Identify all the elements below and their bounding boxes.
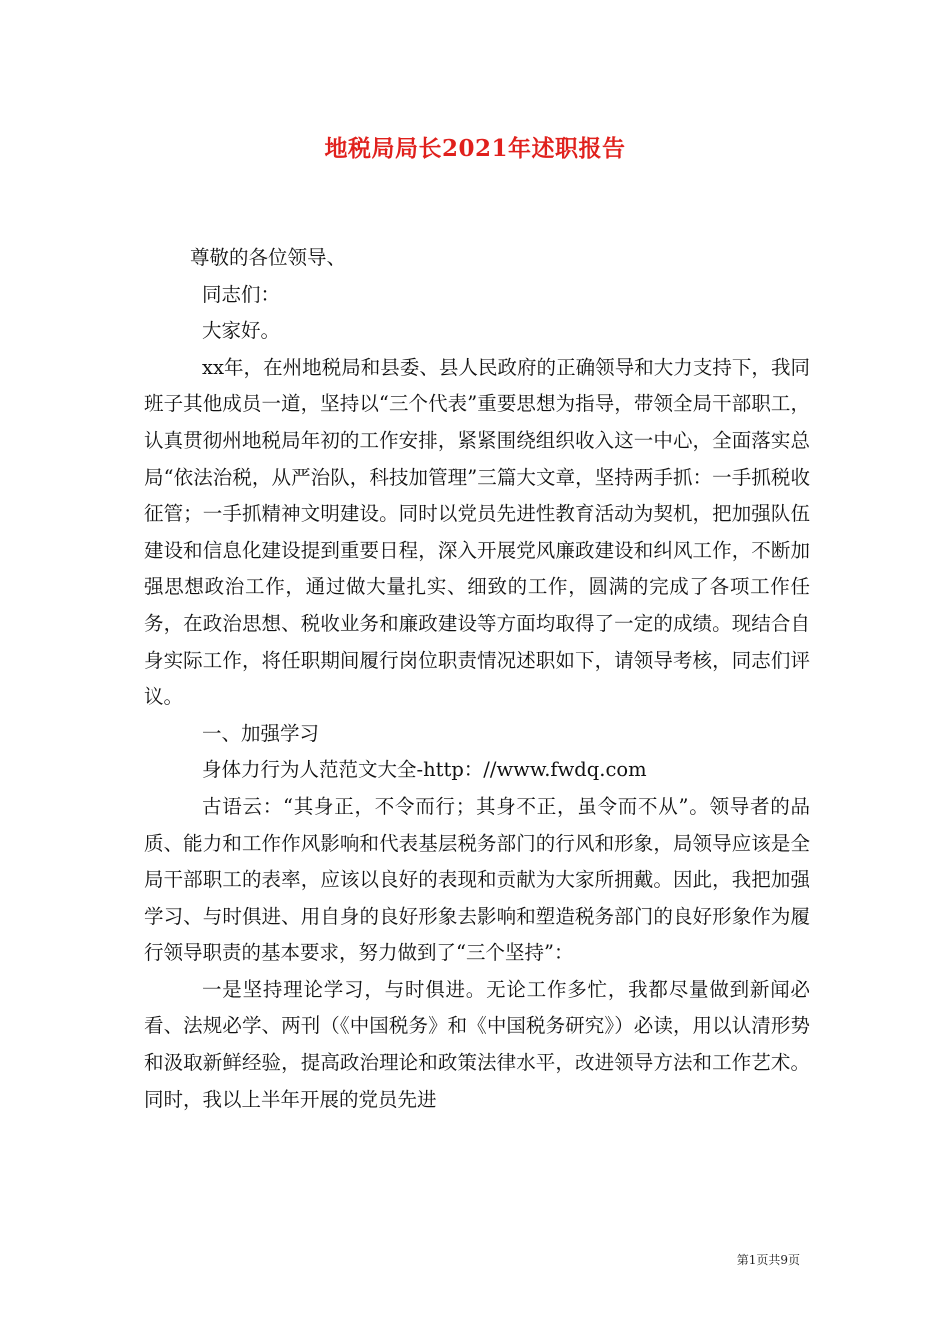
- paragraph-quote: 古语云：“其身正，不令而行；其身不正，虽令而不从”。领导者的品质、能力和工作作风影响和代表基层税务部门的行风和形象，局领导应该是全局干部职工的表率，应该以良好的表现和贡献为大家所拥戴。因此，我把加强学习、与时俱进、用自身的良好形象去影响和塑造税务部门的良好形象作为履行领导职责的基本要求，努力做到了“三个坚持”：: [144, 794, 810, 965]
- section-heading: 一、加强学习: [202, 721, 320, 745]
- greeting-line: 大家好。: [202, 319, 281, 343]
- salutation-line-2: 同志们：: [202, 282, 281, 306]
- paragraph-intro: xx年，在州地税局和县委、县人民政府的正确领导和大力支持下，我同班子其他成员一道，坚持以“三个代表”重要思想为指导，带领全局干部职工，认真贯彻州地税局年初的工作安排，紧紧围绕组织收入这一中心，全面落实总局“依法治税，从严治队，科技加管理”三篇大文章，坚持两手抓：一手抓税收征管；一手抓精神文明建设。同时以党员先进性教育活动为契机，把加强队伍建设和信息化建设提到重要日程，深入开展党风廉政建设和纠风工作，不断加强思想政治工作，通过做大量扎实、细致的工作，圆满的完成了各项工作任务，在政治思想、税收业务和廉政建设等方面均取得了一定的成绩。现结合自身实际工作，将任职期间履行岗位职责情况述职如下，请领导考核，同志们评议。: [144, 355, 810, 709]
- source-line: 身体力行为人范范文大全-http：//www.fwdq.com: [202, 758, 647, 782]
- document-body: [144, 240, 810, 1118]
- salutation-line-1: 尊敬的各位领导、: [190, 246, 347, 269]
- document-title: 地税局局长2021年述职报告: [324, 135, 626, 162]
- paragraph-theory-study: 一是坚持理论学习，与时俱进。无论工作多忙，我都尽量做到新闻必看、法规必学、两刊（《中国税务》和《中国税务研究》）必读，用以认清形势和汲取新鲜经验，提高政治理论和政策法律水平，改进领导方法和工作艺术。同时，我以上半年开展的党员先进: [144, 977, 810, 1111]
- page-indicator: 第1页共9页: [736, 1253, 800, 1267]
